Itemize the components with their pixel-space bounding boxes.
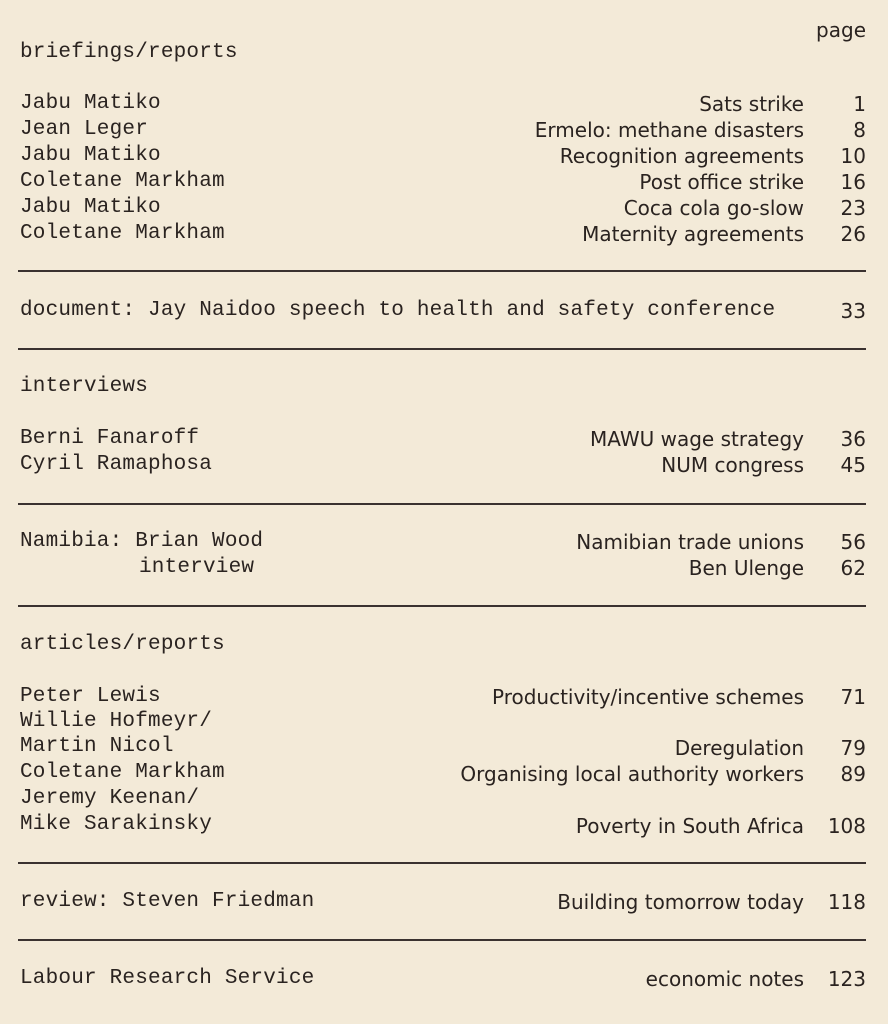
entry-author: Peter Lewis xyxy=(20,685,161,708)
section-heading-articles: articles/reports xyxy=(20,633,225,656)
entry-author: Cyril Ramaphosa xyxy=(20,453,213,476)
entry-title: MAWU wage strategy xyxy=(589,427,804,451)
entry-page-number: 33 xyxy=(840,299,866,323)
entry-author: Jabu Matiko xyxy=(20,196,161,219)
entry-title: Ermelo: methane disasters xyxy=(534,118,804,142)
entry-page-number: 10 xyxy=(840,144,866,168)
entry-title: Organising local authority workers xyxy=(460,762,804,786)
entry-author-continuation: interview xyxy=(139,556,255,579)
entry-title: Sats strike xyxy=(699,92,804,116)
entry-author: Labour Research Service xyxy=(20,967,315,990)
entry-page-number: 62 xyxy=(840,556,866,580)
entry-author-continuation: Mike Sarakinsky xyxy=(20,813,213,836)
entry-author: Jean Leger xyxy=(20,118,149,141)
entry-author: Berni Fanaroff xyxy=(20,427,200,450)
section-heading-briefings: briefings/reports xyxy=(20,41,238,64)
entry-title: Ben Ulenge xyxy=(688,556,804,580)
entry-page-number: 1 xyxy=(853,92,866,116)
section-divider xyxy=(18,862,866,864)
document-entry-heading: document: Jay Naidoo speech to health and safety conference xyxy=(20,299,776,322)
entry-author: Namibia: Brian Wood xyxy=(20,530,264,553)
entry-page-number: 8 xyxy=(853,118,866,142)
entry-page-number: 45 xyxy=(840,453,866,477)
entry-page-number: 118 xyxy=(827,890,866,914)
entry-page-number: 108 xyxy=(827,814,866,838)
entry-author: Coletane Markham xyxy=(20,170,225,193)
entry-author: Willie Hofmeyr/ xyxy=(20,710,213,733)
entry-page-number: 79 xyxy=(840,736,866,760)
entry-page-number: 16 xyxy=(840,170,866,194)
entry-page-number: 71 xyxy=(840,685,866,709)
entry-title: Coca cola go-slow xyxy=(623,196,804,220)
entry-page-number: 23 xyxy=(840,196,866,220)
section-divider xyxy=(18,270,866,272)
entry-title: economic notes xyxy=(645,967,804,991)
entry-title: Poverty in South Africa xyxy=(575,814,804,838)
entry-author-continuation: Martin Nicol xyxy=(20,735,174,758)
entry-author: Coletane Markham xyxy=(20,761,225,784)
entry-title: Post office strike xyxy=(639,170,804,194)
section-divider xyxy=(18,605,866,607)
page-column-label: page xyxy=(816,18,866,42)
entry-author: Coletane Markham xyxy=(20,222,225,245)
entry-page-number: 89 xyxy=(840,762,866,786)
entry-page-number: 26 xyxy=(840,222,866,246)
entry-title: Productivity/incentive schemes xyxy=(491,685,804,709)
section-divider xyxy=(18,939,866,941)
entry-title: Building tomorrow today xyxy=(557,890,804,914)
section-divider xyxy=(18,348,866,350)
entry-page-number: 123 xyxy=(827,967,866,991)
entry-title: Maternity agreements xyxy=(582,222,804,246)
entry-author: Jabu Matiko xyxy=(20,92,161,115)
entry-page-number: 36 xyxy=(840,427,866,451)
entry-title: Namibian trade unions xyxy=(576,530,804,554)
entry-title: NUM congress xyxy=(661,453,804,477)
entry-author: Jabu Matiko xyxy=(20,144,161,167)
entry-page-number: 56 xyxy=(840,530,866,554)
section-heading-interviews: interviews xyxy=(20,375,149,398)
entry-author: review: Steven Friedman xyxy=(20,890,315,913)
entry-title: Deregulation xyxy=(674,736,804,760)
section-divider xyxy=(18,503,866,505)
entry-author: Jeremy Keenan/ xyxy=(20,787,200,810)
entry-title: Recognition agreements xyxy=(559,144,804,168)
